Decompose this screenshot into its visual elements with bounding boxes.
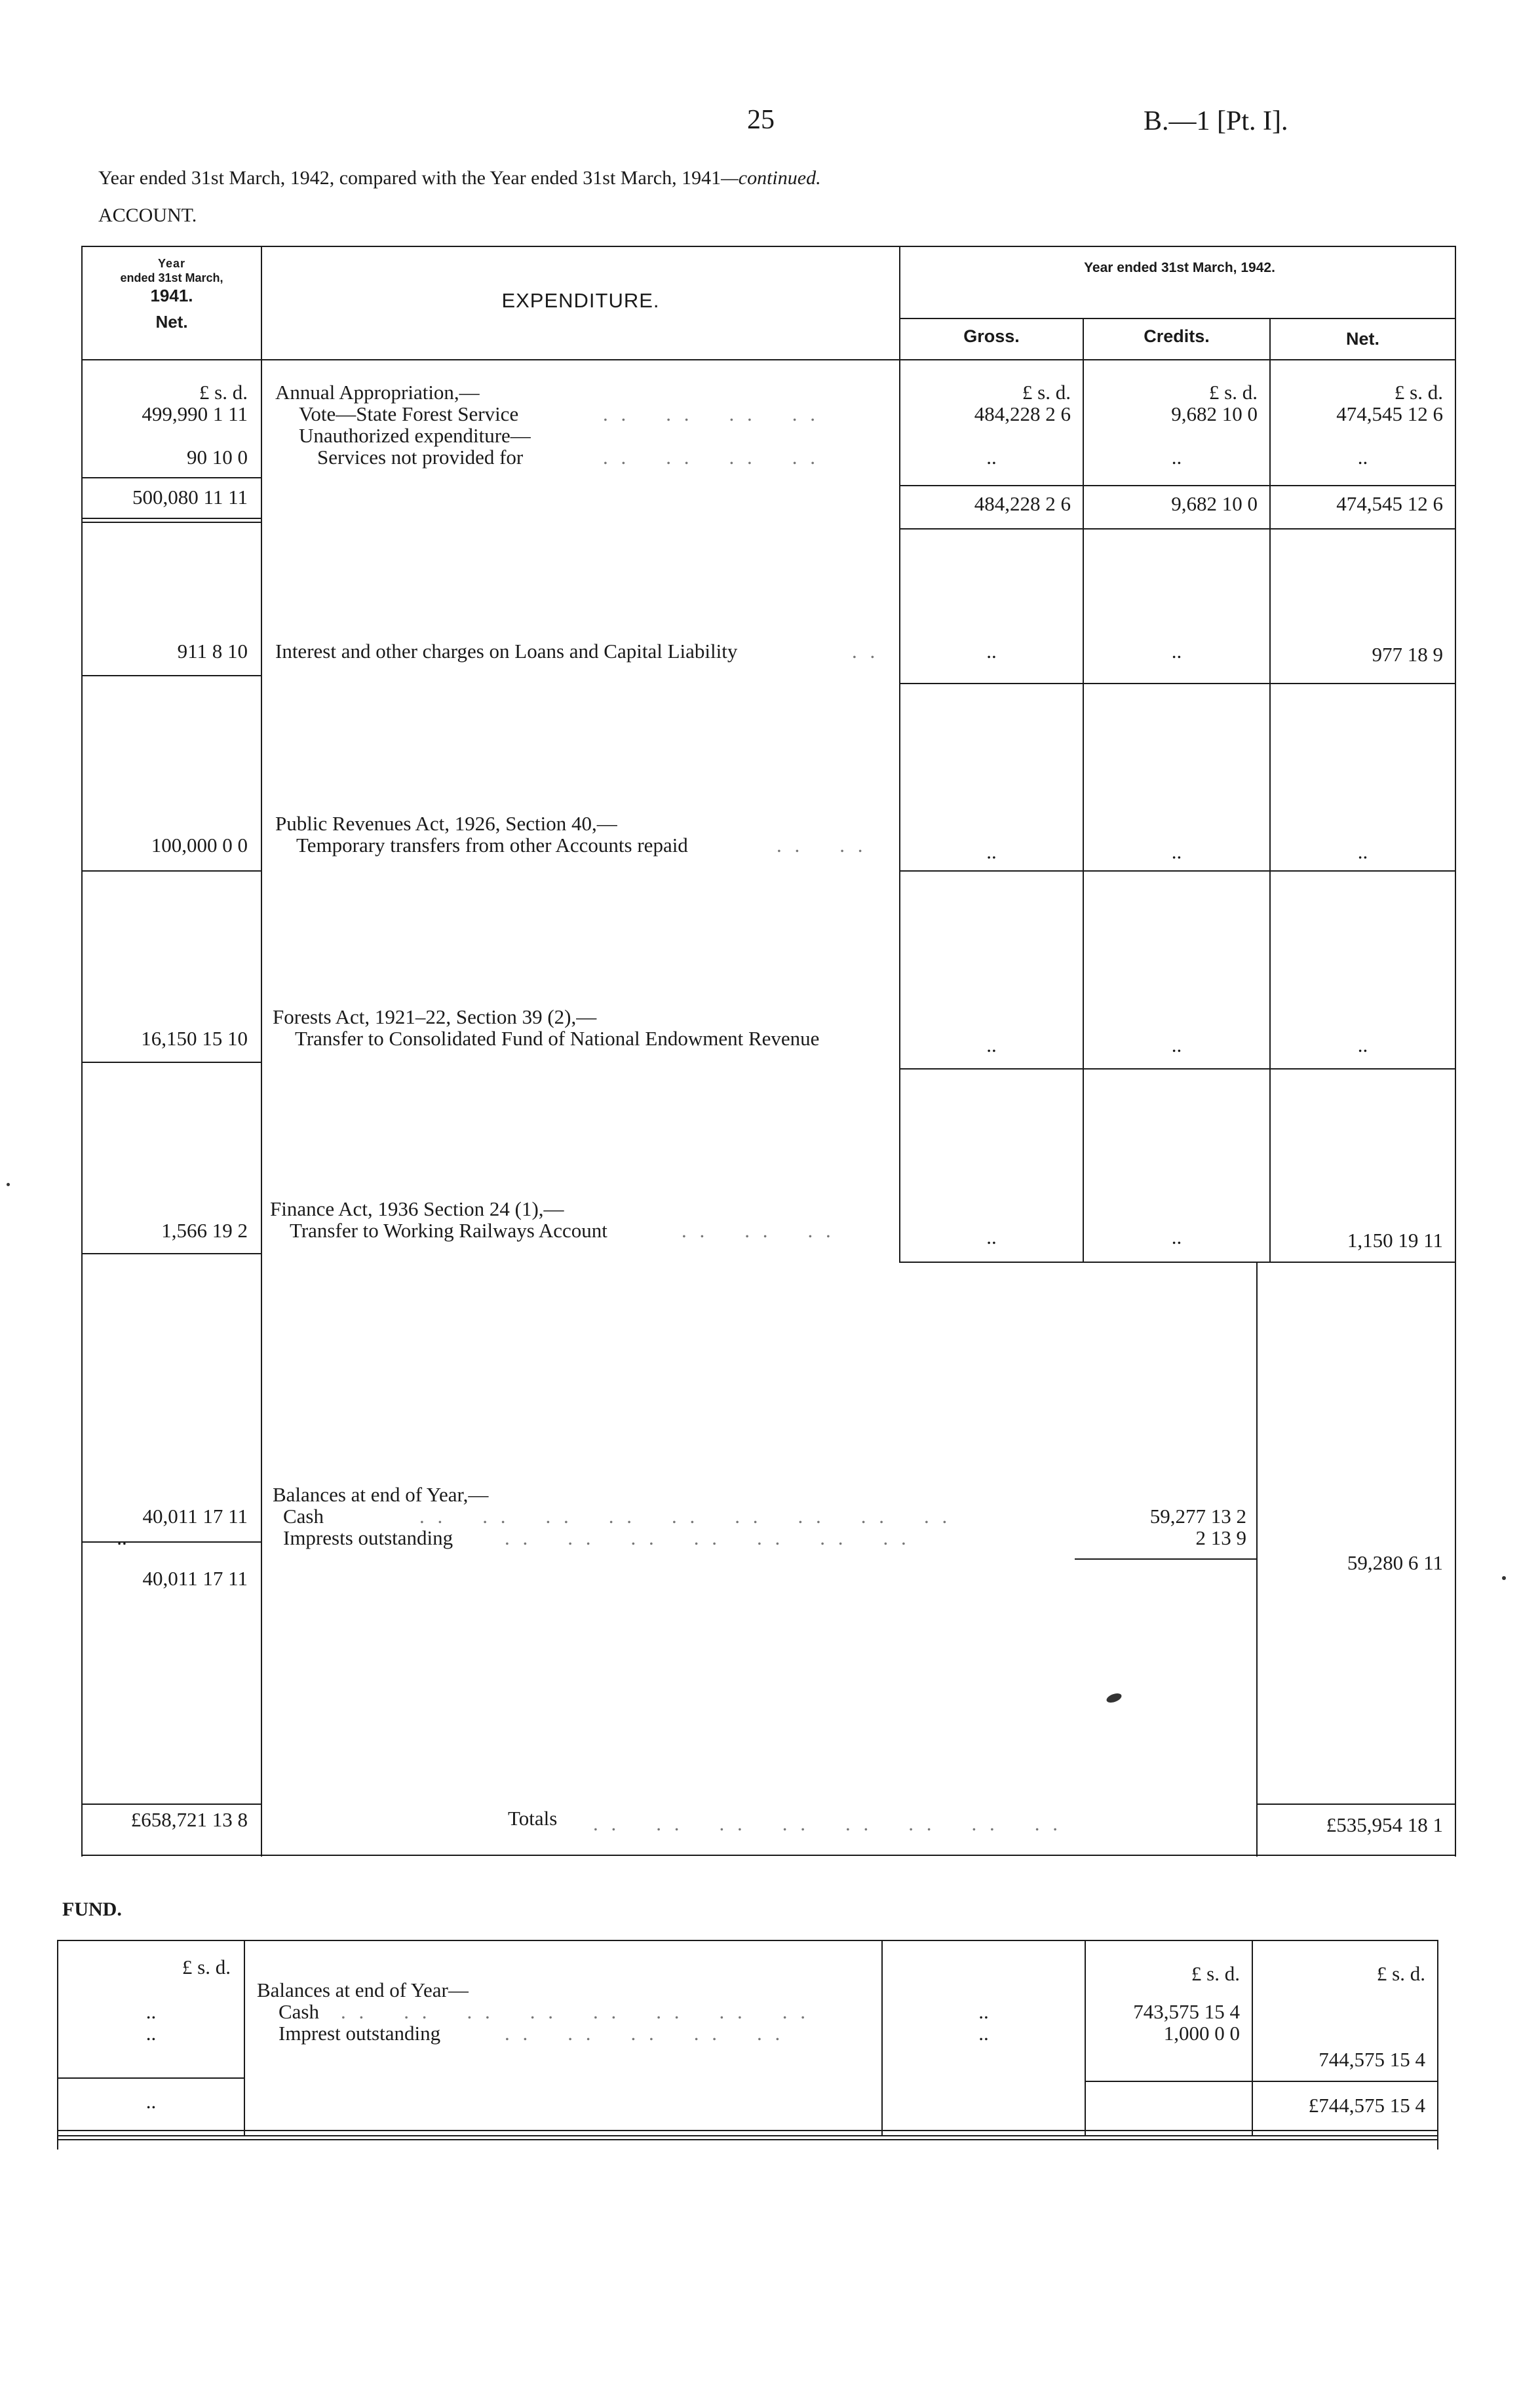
header-expenditure: EXPENDITURE. <box>501 289 660 312</box>
public-revenues-net: .. <box>1357 840 1368 863</box>
subtitle-text: Year ended 31st March, 1942, compared with the Year ended 31st March, 1941 <box>98 167 722 189</box>
fund-balances-heading: Balances at end of Year— <box>257 1978 469 2001</box>
header-credits: Credits. <box>1144 326 1210 346</box>
header-1941-line2: ended 31st March, <box>120 271 223 284</box>
header-net: Net. <box>1345 329 1379 349</box>
forests-act-prev: 16,150 15 10 <box>141 1027 248 1050</box>
public-revenues-heading: Public Revenues Act, 1926, Section 40,— <box>275 812 617 835</box>
interest-credits: .. <box>1171 640 1182 663</box>
header-gross: Gross. <box>963 326 1020 346</box>
fund-total-prev: .. <box>145 2090 157 2113</box>
forests-act-label: Transfer to Consolidated Fund of National Endowment Revenue <box>295 1027 820 1050</box>
annual-subtotal-gross: 484,228 2 6 <box>974 492 1071 515</box>
interest-gross: .. <box>986 640 997 663</box>
totals-prev: £658,721 13 8 <box>130 1808 248 1831</box>
finance-act-label: Transfer to Working Railways Account <box>290 1219 607 1242</box>
fund-cash-leader: . . . . . . . . . . . . . . . . <box>341 2000 809 2023</box>
document-reference: B.—1 [Pt. I]. <box>1144 106 1288 136</box>
vote-label: Vote—State Forest Service <box>299 402 519 425</box>
forests-act-credits: .. <box>1171 1033 1182 1056</box>
services-gross: .. <box>986 446 997 469</box>
public-revenues-gross: .. <box>986 840 997 863</box>
finance-act-net: 1,150 19 11 <box>1347 1229 1443 1252</box>
fund-imprest-gross: .. <box>978 2022 989 2045</box>
vote-gross: 484,228 2 6 <box>974 402 1071 425</box>
fund-cash-credits: 743,575 15 4 <box>1133 2000 1240 2023</box>
public-revenues-prev: 100,000 0 0 <box>151 834 248 857</box>
public-revenues-leader: . . . . <box>777 834 867 857</box>
public-revenues-credits: .. <box>1171 840 1182 863</box>
annual-appropriation-heading: Annual Appropriation,— <box>275 381 480 404</box>
services-leader: . . . . . . . . <box>603 446 819 469</box>
header-1941-net: Net. <box>155 312 188 332</box>
annual-subtotal-prev: 500,080 11 11 <box>132 486 248 509</box>
units-gross: £ s. d. <box>1022 381 1071 404</box>
balances-cash-prev: 40,011 17 11 <box>142 1505 248 1528</box>
vote-credits: 9,682 10 0 <box>1171 402 1258 425</box>
vote-net: 474,545 12 6 <box>1336 402 1443 425</box>
forests-act-gross: .. <box>986 1033 997 1056</box>
subtitle-suffix: —continued. <box>721 167 821 189</box>
page-number: 25 <box>747 105 775 135</box>
fund-units-credits: £ s. d. <box>1191 1962 1240 1985</box>
page-subtitle <box>98 167 821 189</box>
units-credits: £ s. d. <box>1208 381 1258 404</box>
public-revenues-label: Temporary transfers from other Accounts repaid <box>296 834 688 857</box>
header-1942: Year ended 31st March, 1942. <box>1084 260 1275 275</box>
annual-subtotal-credits: 9,682 10 0 <box>1171 492 1258 515</box>
fund-imprest-credits: 1,000 0 0 <box>1163 2022 1240 2045</box>
balances-imprest-prev: .. <box>117 1526 127 1549</box>
fund-imprest-leader: . . . . . . . . . . <box>505 2022 784 2045</box>
unauthorized-label: Unauthorized expenditure— <box>299 424 531 447</box>
finance-act-credits: .. <box>1171 1225 1182 1248</box>
units-prev: £ s. d. <box>199 381 248 404</box>
finance-act-heading: Finance Act, 1936 Section 24 (1),— <box>270 1197 564 1220</box>
fund-units-prev: £ s. d. <box>182 1956 231 1978</box>
fund-imprest-prev: .. <box>145 2022 157 2045</box>
fund-cash-prev: .. <box>145 2000 157 2023</box>
interest-net: 977 18 9 <box>1372 643 1443 666</box>
finance-act-prev: 1,566 19 2 <box>161 1219 248 1242</box>
totals-label: Totals <box>508 1807 558 1830</box>
services-credits: .. <box>1171 446 1182 469</box>
fund-cash-label: Cash <box>279 2000 319 2023</box>
balances-subtotal-prev: 40,011 17 11 <box>142 1567 248 1590</box>
interest-leader: . . <box>852 640 879 663</box>
header-1941-line1: Year <box>157 257 186 270</box>
balances-net: 59,280 6 11 <box>1347 1551 1443 1574</box>
forests-act-net: .. <box>1357 1033 1368 1056</box>
units-net: £ s. d. <box>1394 381 1443 404</box>
balances-cash-label: Cash <box>283 1505 324 1528</box>
services-net: .. <box>1357 446 1368 469</box>
totals-net: £535,954 18 1 <box>1326 1813 1443 1836</box>
balances-cash-credits: 59,277 13 2 <box>1149 1505 1246 1528</box>
fund-cash-gross: .. <box>978 2000 989 2023</box>
services-label: Services not provided for <box>317 446 524 469</box>
vote-prev: 499,990 1 11 <box>142 402 248 425</box>
balances-imprest-credits: 2 13 9 <box>1195 1526 1246 1549</box>
fund-units-net: £ s. d. <box>1376 1962 1425 1985</box>
header-1941-year: 1941. <box>150 286 193 305</box>
vote-leader: . . . . . . . . <box>603 402 819 425</box>
balances-cash-leader: . . . . . . . . . . . . . . . . . . <box>419 1505 952 1528</box>
section-title-fund: FUND. <box>62 1899 122 1920</box>
services-prev: 90 10 0 <box>187 446 248 469</box>
fund-total-net: £744,575 15 4 <box>1308 2094 1425 2117</box>
balances-imprest-label: Imprests outstanding <box>283 1526 453 1549</box>
interest-prev: 911 8 10 <box>177 640 248 663</box>
forests-act-heading: Forests Act, 1921–22, Section 39 (2),— <box>273 1005 597 1028</box>
balances-heading: Balances at end of Year,— <box>273 1483 489 1506</box>
finance-act-leader: . . . . . . <box>682 1219 835 1242</box>
totals-leader: . . . . . . . . . . . . . . . . <box>593 1812 1062 1835</box>
fund-net: 744,575 15 4 <box>1319 2048 1425 2071</box>
section-title-account: ACCOUNT. <box>98 204 197 226</box>
interest-label: Interest and other charges on Loans and Capital Liability <box>275 640 738 663</box>
fund-imprest-label: Imprest outstanding <box>279 2022 441 2045</box>
balances-imprest-leader: . . . . . . . . . . . . . . <box>505 1526 910 1549</box>
finance-act-gross: .. <box>986 1225 997 1248</box>
annual-subtotal-net: 474,545 12 6 <box>1336 492 1443 515</box>
